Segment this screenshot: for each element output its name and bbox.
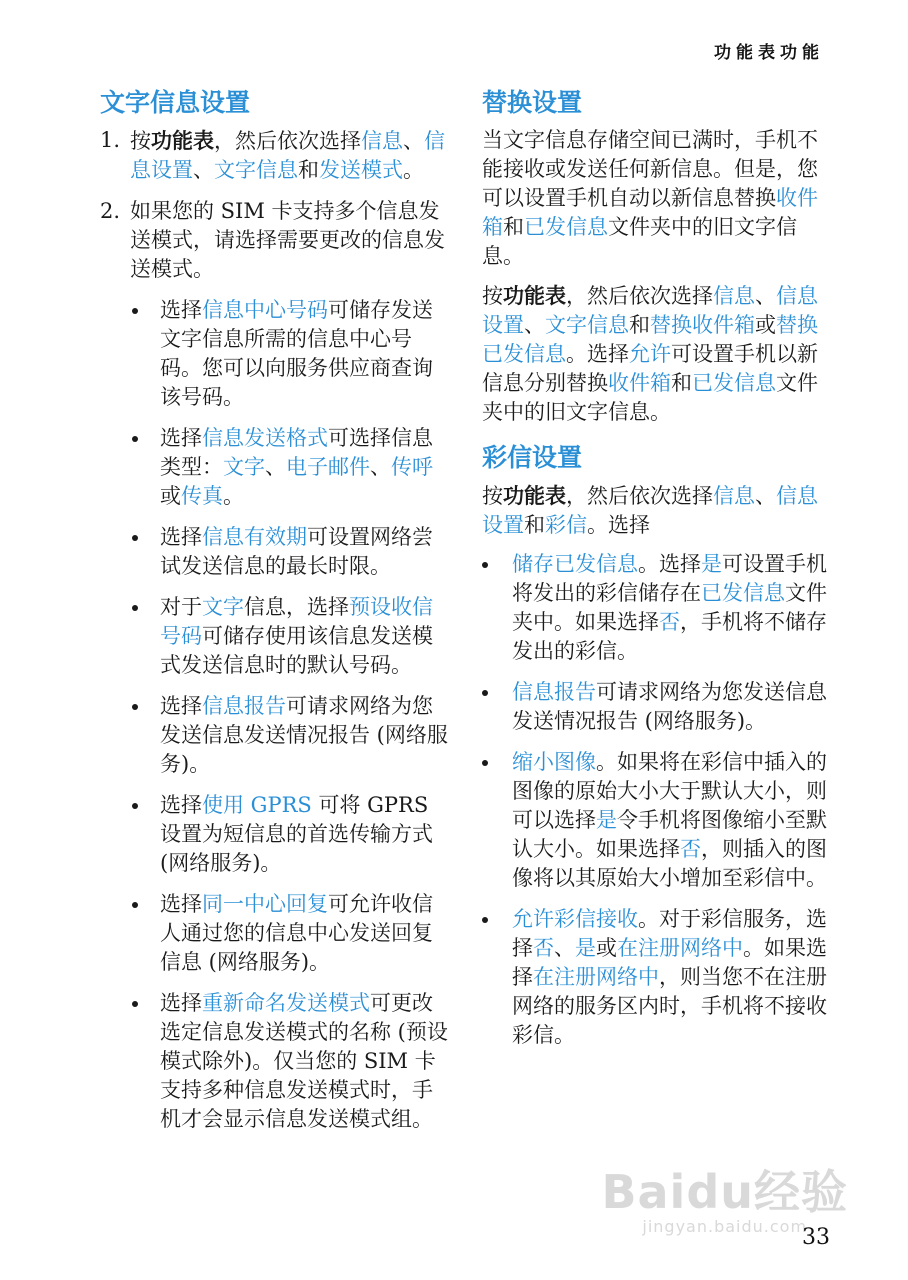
- list-item: [482, 678, 828, 736]
- text-run: 当文字信息存储空间已满时，手机不能接收或发送任何新信息。但是，您可以设置手机自动以新信息替换: [482, 128, 818, 210]
- text-run: 选择: [160, 525, 202, 549]
- list-item: [482, 905, 828, 1050]
- menu-option-link: 信息有效期: [202, 525, 307, 549]
- list-item: [130, 523, 452, 581]
- text-run: ，则插入的图像将以其原始大小增加至彩信中。: [512, 837, 827, 890]
- menu-option-link: 是: [575, 936, 596, 960]
- list-item-text: [512, 550, 828, 666]
- text-run: 、: [755, 284, 776, 308]
- menu-option-link: 文字信息: [214, 158, 298, 182]
- list-item-text: [512, 678, 828, 736]
- menu-option-link: 发送模式: [319, 158, 403, 182]
- menu-key-text: 功能表: [503, 483, 566, 508]
- list-item-text: [160, 424, 452, 511]
- menu-option-link: 信息报告: [202, 694, 286, 718]
- menu-option-link: 否: [680, 837, 701, 861]
- item-number: 1.: [100, 128, 121, 152]
- menu-option-link: 否: [533, 936, 554, 960]
- text-run: 选择: [160, 892, 202, 916]
- menu-option-link: 信息中心号码: [202, 298, 328, 322]
- menu-option-link: 已发信息: [701, 581, 785, 605]
- text-run: 信息，选择: [244, 595, 349, 619]
- paragraph: [482, 126, 828, 271]
- menu-option-link: 信息报告: [512, 680, 596, 704]
- text-run: 可更改选定信息发送模式的名称 (预设模式除外)。仅当您的 SIM 卡支持多种信息发送模式时，手机才会显示信息发送模式组。: [160, 991, 448, 1131]
- bullet-icon: [132, 605, 138, 611]
- menu-option-link: 替换收件箱: [650, 313, 755, 337]
- menu-option-link: 文字: [202, 595, 244, 619]
- text-run: 。如果选择: [512, 936, 827, 989]
- text-run: 或: [755, 313, 776, 337]
- page-number: 33: [802, 1225, 830, 1250]
- right-column: [482, 86, 828, 1062]
- menu-option-link: 缩小图像: [512, 750, 596, 774]
- page-header: 功能表功能: [714, 43, 824, 63]
- list-item-text: [160, 890, 452, 977]
- watermark-logo: Baidu经验: [601, 1165, 848, 1219]
- text-run: ，手机将不储存发出的彩信。: [512, 610, 827, 663]
- text-run: 、: [265, 455, 286, 479]
- bullet-icon: [482, 917, 488, 923]
- menu-option-link: 同一中心回复: [202, 892, 328, 916]
- menu-option-link: 电子邮件: [286, 455, 370, 479]
- list-item-text: [160, 523, 452, 581]
- menu-option-link: 在注册网络中: [533, 965, 659, 989]
- menu-option-link: 信息: [361, 129, 403, 153]
- menu-option-link: 传真: [181, 484, 223, 508]
- text-run: 、: [554, 936, 575, 960]
- list-item: [130, 989, 452, 1134]
- text-run: 可允许收信人通过您的信息中心发送回复信息 (网络服务)。: [160, 892, 433, 974]
- menu-option-link: 信息设置: [482, 484, 818, 537]
- text-run: 可请求网络为您发送信息发送情况报告 (网络服务)。: [160, 694, 448, 776]
- menu-option-link: 传呼: [391, 455, 433, 479]
- list-item-text: [160, 791, 452, 878]
- menu-option-link: 允许: [629, 342, 671, 366]
- numbered-item: [100, 197, 452, 284]
- list-item: [130, 692, 452, 779]
- item-text: [130, 197, 452, 284]
- menu-option-link: 是: [596, 808, 617, 832]
- menu-option-link: 使用 GPRS: [202, 793, 312, 817]
- text-run: 、: [370, 455, 391, 479]
- menu-option-link: 收件箱: [482, 186, 818, 239]
- text-run: 可储存使用该信息发送模式发送信息时的默认号码。: [160, 624, 433, 677]
- text-run: 文件夹中的旧文字信息。: [482, 215, 797, 268]
- list-item: [130, 890, 452, 977]
- watermark-url: jingyan.baidu.com: [642, 1217, 808, 1236]
- list-item-text: [160, 296, 452, 412]
- menu-option-link: 已发信息: [692, 371, 776, 395]
- bullet-icon: [132, 535, 138, 541]
- text-run: 选择: [160, 298, 202, 322]
- menu-option-link: 储存已发信息: [512, 552, 638, 576]
- menu-option-link: 否: [659, 610, 680, 634]
- text-run: 如果您的 SIM 卡支持多个信息发送模式，请选择需要更改的信息发送模式。: [130, 199, 445, 281]
- text-run: 。选择: [566, 342, 629, 366]
- bullet-icon: [482, 690, 488, 696]
- text-run: 可将 GPRS 设置为短信息的首选传输方式 (网络服务)。: [160, 793, 433, 875]
- text-run: 按: [482, 284, 503, 308]
- menu-option-link: 已发信息: [524, 215, 608, 239]
- item-number: 2.: [100, 199, 121, 223]
- menu-option-link: 允许彩信接收: [512, 907, 638, 931]
- text-run: 可设置手机将发出的彩信储存在: [512, 552, 827, 605]
- text-run: 令手机将图像缩小至默认大小。如果选择: [512, 808, 827, 861]
- text-run: 、: [403, 129, 424, 153]
- text-run: 。对于彩信服务，选择: [512, 907, 827, 960]
- text-run: 或: [160, 484, 181, 508]
- text-run: 和: [629, 313, 650, 337]
- text-run: 文件夹中。如果选择: [512, 581, 827, 634]
- list-item-text: [160, 989, 452, 1134]
- bullet-icon: [132, 1001, 138, 1007]
- bullet-icon: [132, 704, 138, 710]
- paragraph: [482, 481, 828, 540]
- menu-option-link: 信息: [713, 284, 755, 308]
- menu-option-link: 信息设置: [482, 284, 818, 337]
- text-run: ，然后依次选择: [214, 129, 361, 153]
- menu-option-link: 收件箱: [608, 371, 671, 395]
- text-run: 可选择信息类型：: [160, 426, 433, 479]
- list-item: [482, 748, 828, 893]
- text-run: ，则当您不在注册网络的服务区内时，手机将不接收彩信。: [512, 965, 827, 1047]
- bullet-list: [482, 550, 828, 1050]
- menu-option-link: 信息发送格式: [202, 426, 328, 450]
- text-run: 选择: [160, 694, 202, 718]
- list-item: [130, 791, 452, 878]
- text-run: 按: [482, 484, 503, 508]
- text-run: 对于: [160, 595, 202, 619]
- text-run: 、: [193, 158, 214, 182]
- bullet-icon: [482, 562, 488, 568]
- menu-option-link: 是: [701, 552, 722, 576]
- numbered-item: [100, 126, 452, 185]
- text-run: 可储存发送文字信息所需的信息中心号码。您可以向服务供应商查询该号码。: [160, 298, 433, 409]
- menu-key-text: 功能表: [503, 283, 566, 308]
- list-item: [130, 296, 452, 412]
- section-heading-mms-settings: 彩信设置: [482, 443, 583, 472]
- list-item-text: [160, 692, 452, 779]
- text-run: 可设置手机以新信息分别替换: [482, 342, 818, 395]
- paragraph: [482, 281, 828, 427]
- list-item-text: [512, 905, 828, 1050]
- bullet-icon: [132, 308, 138, 314]
- menu-option-link: 信息: [713, 484, 755, 508]
- bullet-list: [130, 296, 452, 1134]
- numbered-list: [100, 126, 452, 284]
- text-run: 按: [130, 129, 151, 153]
- text-run: 和: [298, 158, 319, 182]
- text-run: 文件夹中的旧文字信息。: [482, 371, 818, 424]
- menu-option-link: 文字: [223, 455, 265, 479]
- menu-option-link: 替换已发信息: [482, 313, 818, 366]
- text-run: 和: [524, 513, 545, 537]
- bullet-icon: [132, 803, 138, 809]
- menu-option-link: 彩信: [545, 513, 587, 537]
- text-run: 、: [755, 484, 776, 508]
- bullet-icon: [132, 902, 138, 908]
- section-heading-text-message-settings: 文字信息设置: [100, 88, 251, 117]
- text-run: 选择: [160, 793, 202, 817]
- text-run: ，然后依次选择: [566, 484, 713, 508]
- menu-option-link: 信息设置: [130, 129, 445, 182]
- menu-option-link: 在注册网络中: [617, 936, 743, 960]
- text-run: 可请求网络为您发送信息发送情况报告 (网络服务)。: [512, 680, 827, 733]
- list-item: [130, 424, 452, 511]
- list-item: [130, 593, 452, 680]
- text-run: 和: [503, 215, 524, 239]
- text-run: 选择: [160, 991, 202, 1015]
- left-column: [100, 86, 452, 1146]
- text-run: ，然后依次选择: [566, 284, 713, 308]
- menu-option-link: 重新命名发送模式: [202, 991, 370, 1015]
- list-item-text: [160, 593, 452, 680]
- text-run: 。: [223, 484, 244, 508]
- item-text: [130, 126, 452, 185]
- text-run: 。: [403, 158, 424, 182]
- menu-option-link: 预设收信号码: [160, 595, 433, 648]
- menu-option-link: 文字信息: [545, 313, 629, 337]
- list-item: [482, 550, 828, 666]
- section-heading-replace-settings: 替换设置: [482, 88, 583, 117]
- text-run: 或: [596, 936, 617, 960]
- text-run: 可设置网络尝试发送信息的最长时限。: [160, 525, 433, 578]
- text-run: 。选择: [638, 552, 701, 576]
- menu-key-text: 功能表: [151, 128, 214, 153]
- text-run: 和: [671, 371, 692, 395]
- text-run: 、: [524, 313, 545, 337]
- text-run: 。如果将在彩信中插入的图像的原始大小大于默认大小，则可以选择: [512, 750, 827, 832]
- list-item-text: [512, 748, 828, 893]
- text-run: 。选择: [587, 513, 650, 537]
- bullet-icon: [482, 760, 488, 766]
- text-run: 选择: [160, 426, 202, 450]
- bullet-icon: [132, 436, 138, 442]
